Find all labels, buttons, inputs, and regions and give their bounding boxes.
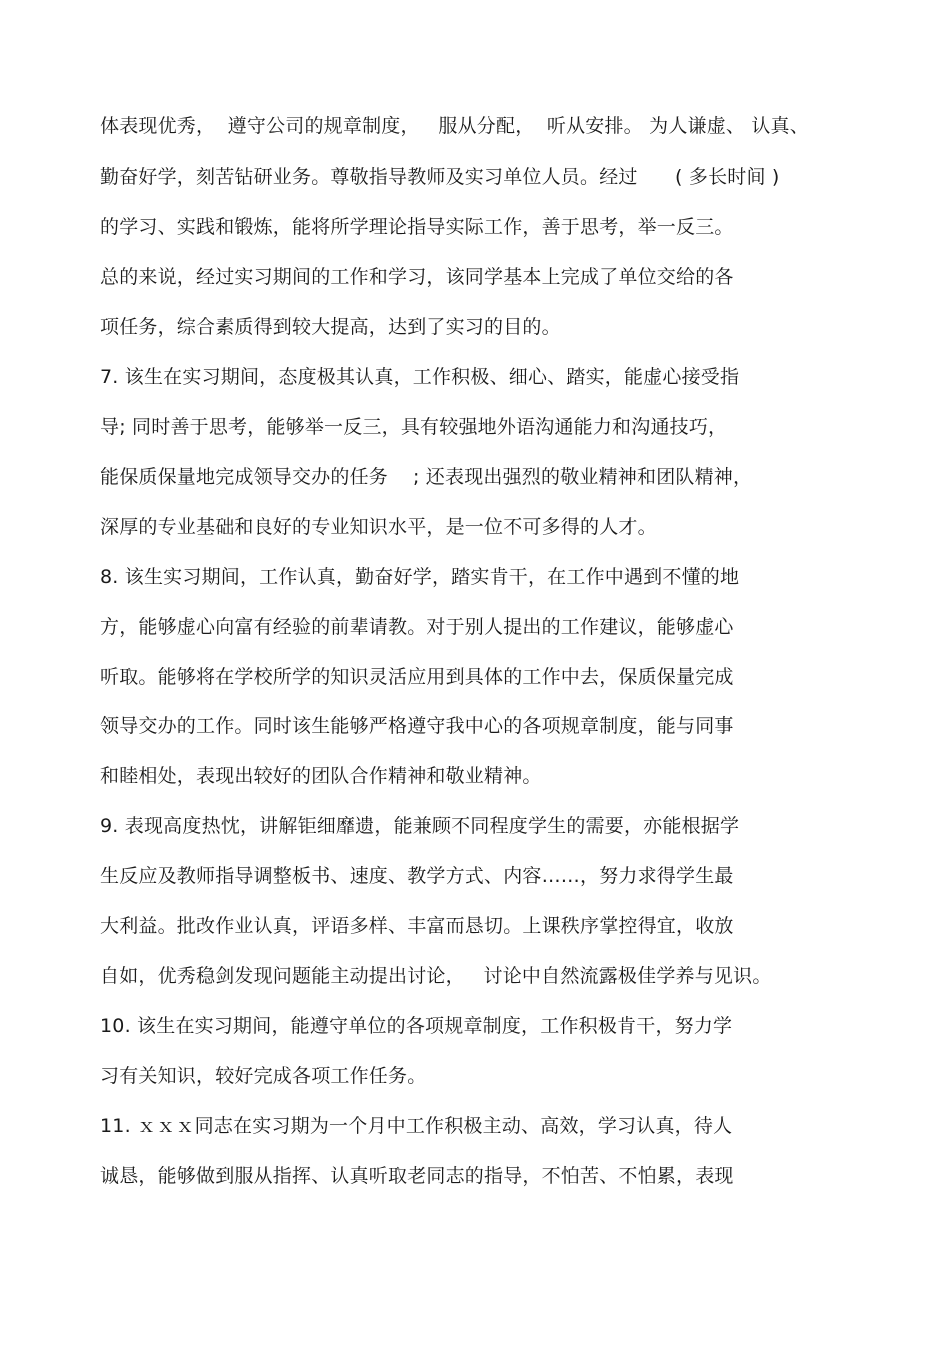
text-line: 听取。能够将在学校所学的知识灵活应用到具体的工作中去，保质保量完成: [100, 666, 734, 688]
text-line: 项任务，综合素质得到较大提高，达到了实习的目的。: [100, 316, 561, 338]
text-line: 大利益。批改作业认真，评语多样、丰富而恳切。上课秩序掌控得宜，收放: [100, 915, 734, 937]
text-line: 10. 该生在实习期间，能遵守单位的各项规章制度，工作积极肯干，努力学: [100, 1015, 733, 1037]
text-line: 勤奋好学，刻苦钻研业务。尊敬指导教师及实习单位人员。经过 ( 多长时间 ): [100, 166, 780, 188]
text-line: 习有关知识，较好完成各项工作任务。: [100, 1065, 427, 1087]
text-line: 的学习、实践和锻炼，能将所学理论指导实际工作，善于思考，举一反三。: [100, 216, 734, 238]
text-line: 和睦相处，表现出较好的团队合作精神和敬业精神。: [100, 765, 542, 787]
text-line: 7. 该生在实习期间，态度极其认真，工作积极、细心、踏实，能虚心接受指: [100, 366, 740, 388]
text-line: 自如，优秀稳剑发现问题能主动提出讨论， 讨论中自然流露极佳学养与见识。: [100, 965, 772, 987]
text-line: 总的来说，经过实习期间的工作和学习，该同学基本上完成了单位交给的各: [100, 266, 734, 288]
text-line: 11. ｘｘｘ同志在实习期为一个月中工作积极主动、高效，学习认真，待人: [100, 1115, 733, 1137]
text-line: 诚恳，能够做到服从指挥、认真听取老同志的指导，不怕苦、不怕累，表现: [100, 1165, 734, 1187]
text-line: 生反应及教师指导调整板书、速度、教学方式、内容……，努力求得学生最: [100, 865, 734, 887]
text-line: 体表现优秀， 遵守公司的规章制度， 服从分配， 听从安排。 为人谦虚、 认真、: [100, 115, 809, 137]
text-line: 能保质保量地完成领导交办的任务 ; 还表现出强烈的敬业精神和团队精神，: [100, 466, 753, 488]
text-line: 深厚的专业基础和良好的专业知识水平，是一位不可多得的人才。: [100, 516, 657, 538]
text-line: 导; 同时善于思考，能够举一反三，具有较强地外语沟通能力和沟通技巧，: [100, 416, 728, 438]
text-line: 领导交办的工作。同时该生能够严格遵守我中心的各项规章制度，能与同事: [100, 715, 734, 737]
text-line: 9. 表现高度热忱，讲解钜细靡遗，能兼顾不同程度学生的需要，亦能根据学: [100, 815, 740, 837]
text-line: 8. 该生实习期间，工作认真，勤奋好学，踏实肯干，在工作中遇到不懂的地: [100, 566, 740, 588]
text-line: 方，能够虚心向富有经验的前辈请教。对于别人提出的工作建议，能够虚心: [100, 616, 734, 638]
